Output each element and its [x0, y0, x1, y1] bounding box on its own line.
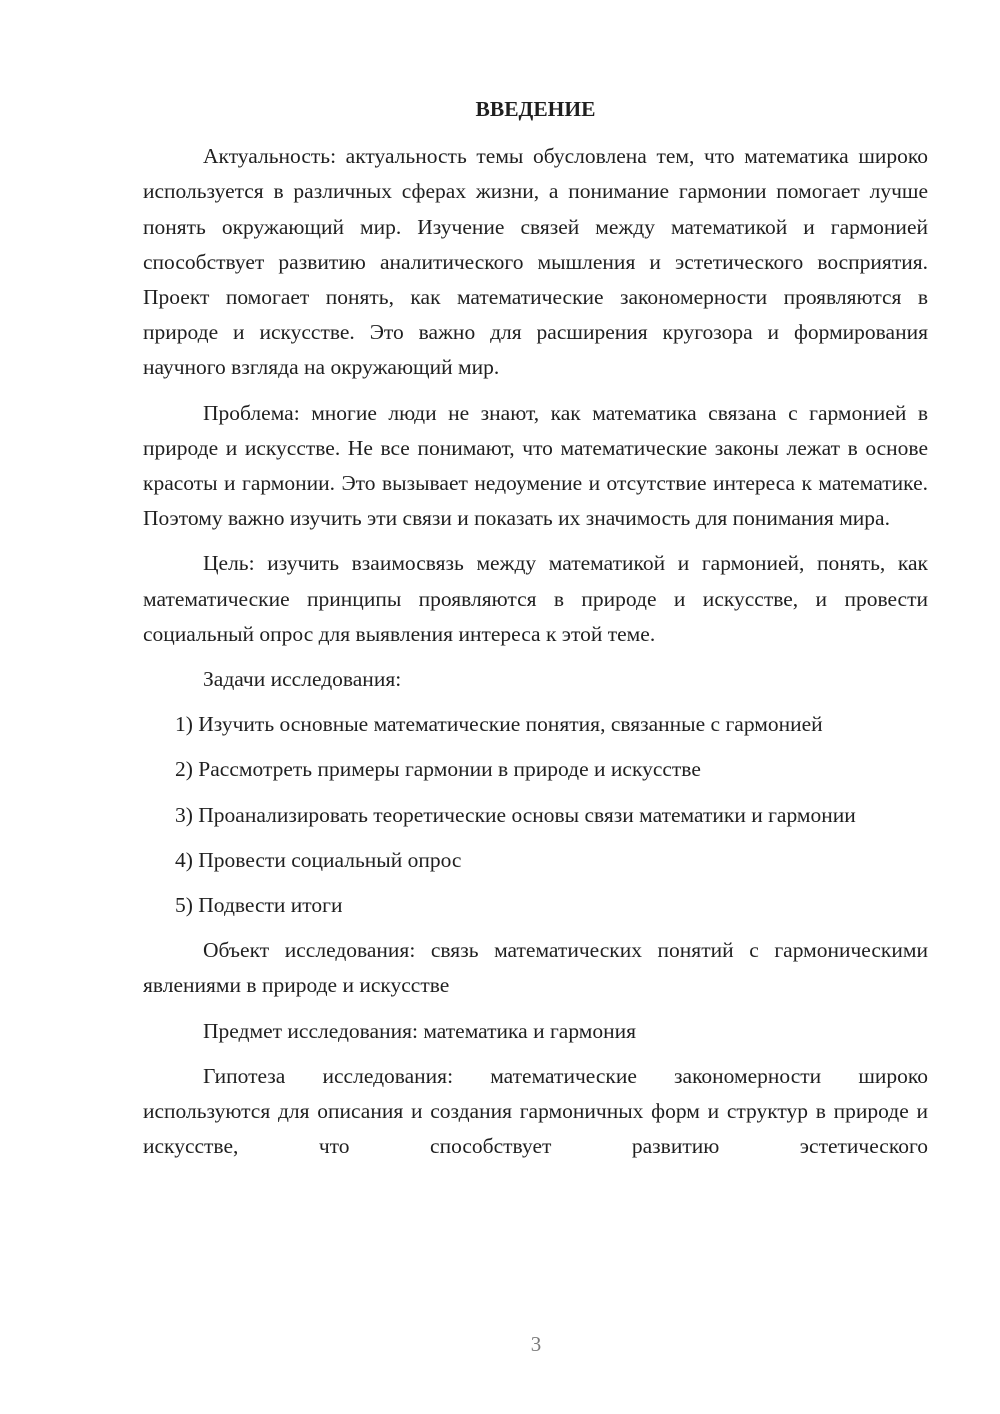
section-heading: ВВЕДЕНИЕ — [475, 97, 596, 121]
paragraph-object: Объект исследования: связь математических понятий с гармоническими явлениями в природе и искусстве — [143, 938, 928, 998]
task-item-1: 1) Изучить основные математические понятия, связанные с гармонией — [175, 712, 823, 737]
paragraph-subject: Предмет исследования: математика и гармония — [203, 1018, 637, 1043]
document-page — [143, 92, 928, 1164]
paragraph-relevance: Актуальность: актуальность темы обусловлена тем, что математика широко используется в различных сферах жизни, а понимание гармонии помогает лучше понять окружающий мир. Изучение связей между математикой и гармонией способствует развитию аналитического мышления и эстетического восприятия. Проект помогает понять, как математические закономерности проявляются в природе и искусстве. Это важно для расширения кругозора и формирования научного взгляда на окружающий мир. — [143, 144, 928, 380]
task-item-2: 2) Рассмотреть примеры гармонии в природе и искусстве — [175, 757, 701, 782]
task-item-4: 4) Провести социальный опрос — [175, 847, 462, 872]
task-item-5: 5) Подвести итоги — [175, 893, 343, 918]
task-item-3: 3) Проанализировать теоретические основы связи математики и гармонии — [175, 802, 856, 827]
paragraph-hypothesis: Гипотеза исследования: математические закономерности широко используются для описания и создания гармоничных форм и структур в природе и искусстве, что способствует развитию эстетического — [143, 1063, 928, 1159]
paragraph-goal: Цель: изучить взаимосвязь между математикой и гармонией, понять, как математические принципы проявляются в природе и искусстве, и провести социальный опрос для выявления интереса к этой теме. — [143, 551, 928, 646]
page-number: 3 — [530, 1332, 542, 1356]
paragraph-problem: Проблема: многие люди не знают, как математика связана с гармонией в природе и искусстве. Не все понимают, что математические законы лежат в основе красоты и гармонии. Это вызывает недоумение и отсутствие интереса к математике. Поэтому важно изучить эти связи и показать их значимость для понимания мира. — [143, 400, 928, 531]
tasks-title: Задачи исследования: — [203, 667, 402, 692]
